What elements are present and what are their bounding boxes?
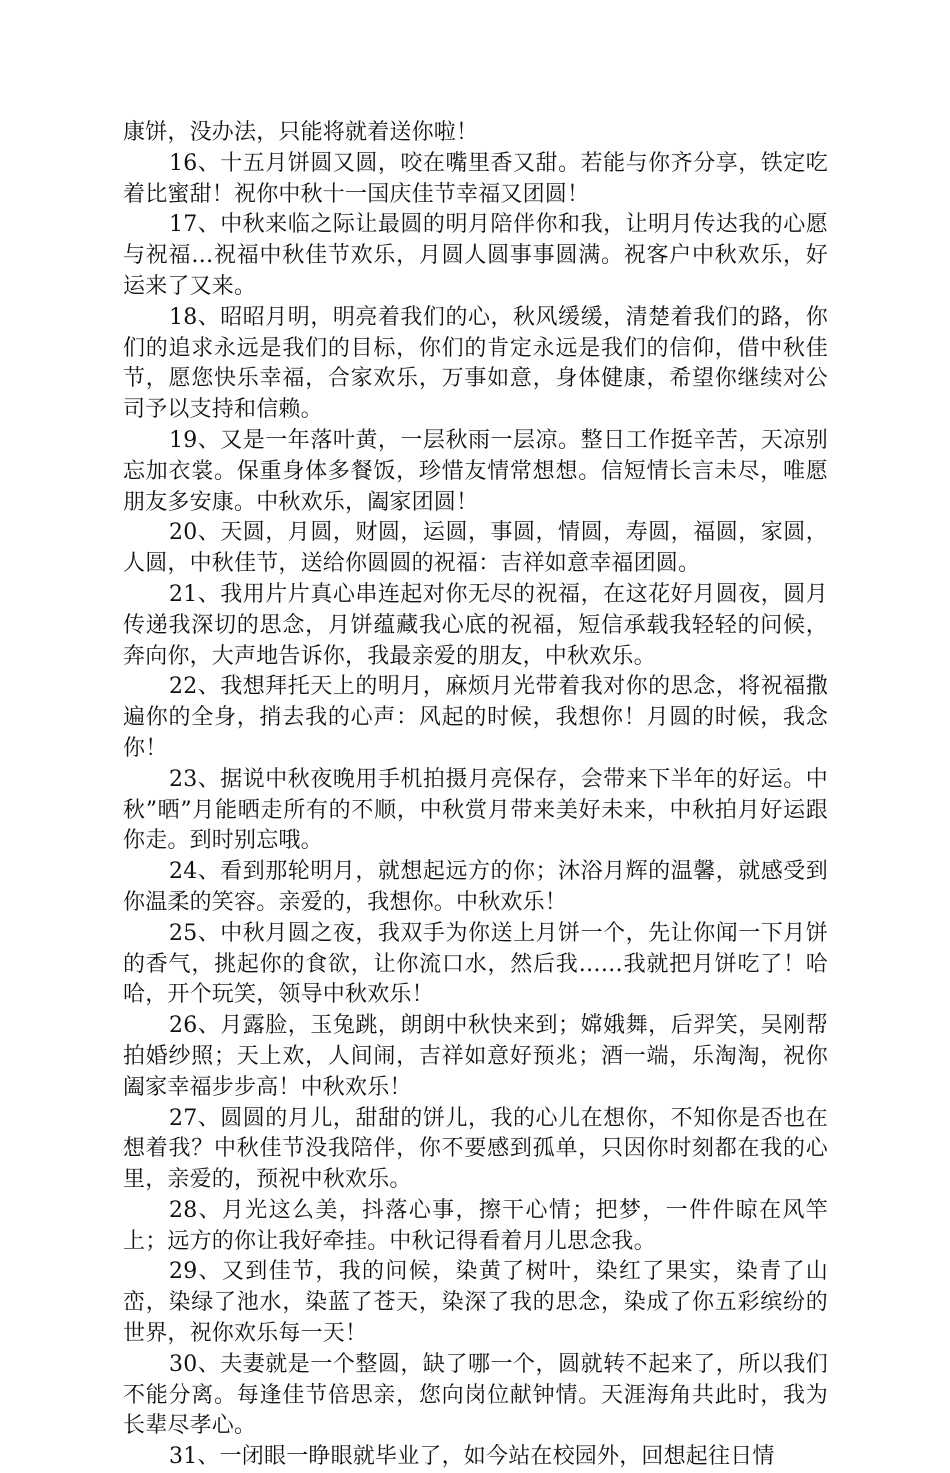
paragraph-20: 20、天圆，月圆，财圆，运圆，事圆，情圆，寿圆，福圆，家圆，人圆，中秋佳节，送给你圆圆的祝福：吉祥如意幸福团圆。 (123, 520, 828, 577)
paragraph-24: 24、看到那轮明月，就想起远方的你；沐浴月辉的温馨，就感受到你温柔的笑容。亲爱的，我想你。中秋欢乐！ (123, 859, 828, 915)
paragraph-27: 27、圆圆的月儿，甜甜的饼儿，我的心儿在想你，不知你是否也在想着我？中秋佳节没我陪伴，你不要感到孤单，只因你时刻都在我的心里，亲爱的，预祝中秋欢乐。 (123, 1105, 828, 1193)
paragraph-21: 21、我用片片真心串连起对你无尽的祝福，在这花好月圆夜，圆月传递我深切的思念，月饼蕴藏我心底的祝福，短信承载我轻轻的问候，奔向你，大声地告诉你，我最亲爱的朋友，中秋欢乐。 (123, 581, 828, 669)
paragraph-17: 17、中秋来临之际让最圆的明月陪伴你和我，让明月传达我的心愿与祝福…祝福中秋佳节欢乐，月圆人圆事事圆满。祝客户中秋欢乐，好运来了又来。 (123, 212, 828, 299)
paragraph-16: 16、十五月饼圆又圆，咬在嘴里香又甜。若能与你齐分享，铁定吃着比蜜甜！祝你中秋十一国庆佳节幸福又团圆！ (123, 150, 828, 207)
paragraph-18: 18、昭昭月明，明亮着我们的心，秋风缓缓，清楚着我们的路，你们的追求永远是我们的目标，你们的肯定永远是我们的信仰，借中秋佳节，愿您快乐幸福，合家欢乐，万事如意，身体健康，希望你继续对公司予以支持和信赖。 (123, 304, 828, 423)
paragraph-19: 19、又是一年落叶黄，一层秋雨一层凉。整日工作挺辛苦，天凉别忘加衣裳。保重身体多餐饭，珍惜友情常想想。信短情长言未尽，唯愿朋友多安康。中秋欢乐，阖家团圆！ (123, 427, 828, 515)
paragraph-25: 25、中秋月圆之夜，我双手为你送上月饼一个，先让你闻一下月饼的香气，挑起你的食欲，让你流口水，然后我……我就把月饼吃了！哈哈，开个玩笑，领导中秋欢乐！ (123, 920, 828, 1008)
paragraph-23: 23、据说中秋夜晚用手机拍摄月亮保存，会带来下半年的好运。中秋”晒”月能晒走所有的不顺，中秋赏月带来美好未来，中秋拍月好运跟你走。到时别忘哦。 (123, 766, 828, 854)
paragraph-26: 26、月露脸，玉兔跳，朗朗中秋快来到；嫦娥舞，后羿笑，吴刚帮拍婚纱照；天上欢，人间闹，吉祥如意好预兆；酒一端，乐淘淘，祝你阖家幸福步步高！中秋欢乐！ (123, 1013, 828, 1100)
paragraph-28: 28、月光这么美，抖落心事，擦干心情；把梦，一件件晾在风竿上；远方的你让我好牵挂。中秋记得看着月儿思念我。 (123, 1197, 828, 1254)
document-body (123, 118, 828, 1473)
paragraph-continuation: 康饼，没办法，只能将就着送你啦！ (123, 120, 479, 145)
paragraph-31: 31、一闭眼一睁眼就毕业了，如今站在校园外，回想起往日情 (169, 1444, 775, 1470)
paragraph-30: 30、夫妻就是一个整圆，缺了哪一个，圆就转不起来了，所以我们不能分离。每逢佳节倍思亲，您向岗位献钟情。天涯海角共此时，我为长辈尽孝心。 (123, 1351, 828, 1439)
paragraph-22: 22、我想拜托天上的明月，麻烦月光带着我对你的思念，将祝福撒遍你的全身，捎去我的心声：风起的时候，我想你！月圆的时候，我念你！ (123, 674, 828, 761)
paragraph-29: 29、又到佳节，我的问候，染黄了树叶，染红了果实，染青了山峦，染绿了池水，染蓝了苍天，染深了我的思念，染成了你五彩缤纷的世界，祝你欢乐每一天！ (123, 1259, 828, 1347)
